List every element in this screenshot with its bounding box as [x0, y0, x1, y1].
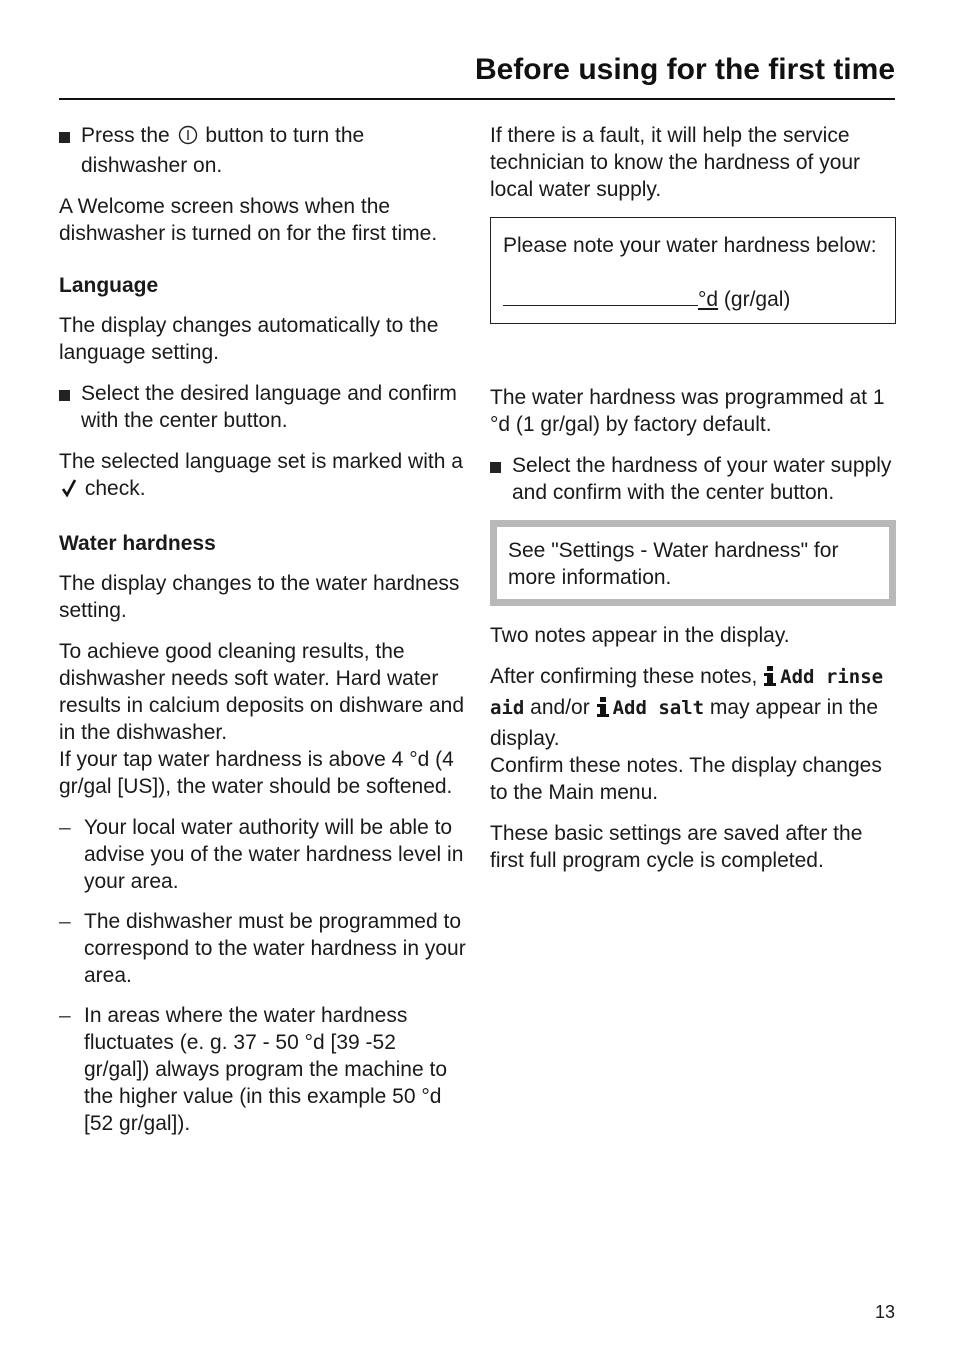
- info-icon: [596, 697, 610, 725]
- unit-gr-gal: (gr/gal): [718, 288, 791, 311]
- page-number: 13: [874, 1302, 895, 1322]
- confirm-main-menu-text: Confirm these notes. The display changes to the Main menu.: [490, 754, 882, 804]
- check-text-end: check.: [84, 477, 146, 500]
- confirm-text-start: After confirming these notes,: [490, 665, 758, 688]
- factory-default-text: The water hardness was programmed at 1 °d (1 gr/gal) by factory default.: [490, 386, 885, 436]
- water-hardness-note-box: [490, 217, 896, 324]
- hardness-instruction: [490, 452, 896, 506]
- language-instruction-text: Select the desired language and confirm with the center button.: [81, 382, 457, 432]
- confirm-notes-text: [490, 663, 896, 806]
- dash-marker: –: [59, 910, 71, 933]
- bullet-square: [59, 132, 70, 143]
- list-item: [59, 814, 467, 895]
- language-heading: Language: [59, 274, 159, 297]
- hardness-entry-line: [503, 286, 883, 313]
- list-item-text: In areas where the water hardness fluctuates (e. g. 37 - 50 °d [39 -52 gr/gal]) always program the machine to the higher value (in this example 50 °d [52 gr/gal]).: [84, 1004, 447, 1135]
- display-text: Add rinse aid: [490, 666, 884, 719]
- list-item: [59, 1002, 467, 1137]
- soft-water-text: [59, 638, 467, 800]
- see-settings-text: See "Settings - Water hardness" for more information.: [497, 527, 889, 599]
- language-description: The display changes automatically to the language setting.: [59, 314, 439, 364]
- power-on-instruction: [59, 122, 467, 179]
- info-icon: [763, 666, 777, 694]
- confirm-text-end: may appear in the display.: [490, 696, 879, 750]
- hardness-instruction-text: Select the hardness of your water supply and confirm with the center button.: [512, 454, 892, 504]
- note-box-text: Please note your water hardness below:: [503, 234, 877, 257]
- bullet-square: [490, 462, 501, 473]
- fault-text: If there is a fault, it will help the service technician to know the hardness of your local water supply.: [490, 124, 861, 201]
- display-add-salt: [596, 697, 705, 719]
- soft-water-reason: To achieve good cleaning results, the dishwasher needs soft water. Hard water results in calcium deposits on dishware and in the dishwasher.: [59, 640, 465, 744]
- language-check-text: [59, 448, 467, 505]
- and-or-text: and/or: [530, 696, 590, 719]
- info-box: [490, 520, 896, 606]
- settings-saved-text: These basic settings are saved after the first full program cycle is completed.: [490, 822, 863, 872]
- bullet-square: [59, 390, 70, 401]
- welcome-text: A Welcome screen shows when the dishwasher is turned on for the first time.: [59, 195, 438, 245]
- check-icon: [61, 478, 77, 505]
- power-button-icon: [178, 125, 198, 152]
- list-item-text: The dishwasher must be programmed to correspond to the water hardness in your area.: [84, 910, 466, 987]
- language-instruction: [59, 380, 467, 434]
- water-hardness-heading: Water hardness: [59, 532, 216, 555]
- softening-threshold: If your tap water hardness is above 4 °d (4 gr/gal [US]), the water should be softened.: [59, 748, 454, 798]
- header-rule: [59, 98, 895, 100]
- power-instruction-end: button to turn the dishwasher on.: [81, 124, 365, 177]
- page-title: Before using for the first time: [474, 53, 895, 86]
- two-notes-text: Two notes appear in the display.: [490, 624, 790, 647]
- power-instruction-start: Press the: [81, 124, 170, 147]
- dash-marker: –: [59, 1004, 71, 1027]
- list-item-text: Your local water authority will be able to advise you of the water hardness level in your area.: [84, 816, 464, 893]
- dash-marker: –: [59, 816, 71, 839]
- water-hardness-description: The display changes to the water hardness setting.: [59, 572, 460, 622]
- check-text-start: The selected language set is marked with a: [59, 450, 463, 473]
- display-text: Add salt: [612, 697, 705, 719]
- unit-degrees: °d: [698, 288, 719, 311]
- right-column: [490, 122, 896, 888]
- left-column: [59, 122, 467, 1150]
- write-in-line: [503, 287, 698, 306]
- list-item: [59, 908, 467, 989]
